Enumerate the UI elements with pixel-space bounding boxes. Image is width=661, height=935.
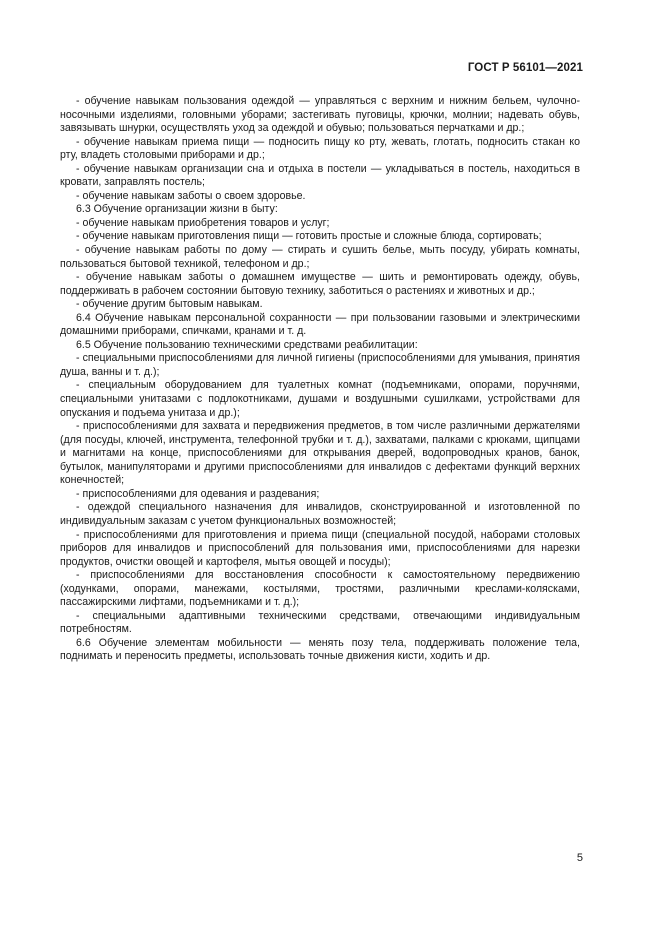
paragraph: - специальными приспособлениями для личной гигиены (приспособлениями для умывания, принятия душа, ванны и т. д.); (60, 352, 580, 378)
paragraph: - обучение навыкам приема пищи — подносить пищу ко рту, жевать, глотать, подносить стакан ко рту, владеть столовыми приборами и др.; (60, 135, 580, 162)
paragraph: - обучение навыкам организации сна и отдыха в постели — укладываться в постель, находиться в кровати, заправлять постель; (60, 162, 580, 189)
paragraph: - обучение навыкам пользования одеждой — управляться с верхним и нижним бельем, чулочно-носочными изделиями, головными уборами; застегивать пуговицы, крючки, молнии; надевать обувь, завязывать шнурки, осуществлять уход за одеждой и обувью; пользоваться перчатками и др.; (60, 95, 580, 135)
paragraph: - обучение навыкам приобретения товаров и услуг; (76, 216, 330, 229)
paragraph: - специальным оборудованием для туалетных комнат (подъемниками, опорами, поручнями, специальными унитазами с подлокотниками, душами и воздушными сушилками, устройствами для опускания и подъема унитаза и др.); (60, 379, 580, 419)
section-heading-6-3: 6.3 Обучение организации жизни в быту: (76, 203, 278, 216)
paragraph: - обучение навыкам заботы о своем здоровье. (76, 189, 306, 202)
paragraph: - одеждой специального назначения для инвалидов, сконструированной и изготовленной по индивидуальным заказам с учетом функциональных возможностей; (60, 501, 580, 527)
document-header: ГОСТ Р 56101—2021 (467, 62, 583, 74)
paragraph: - обучение навыкам приготовления пищи — готовить простые и сложные блюда, сортировать; (76, 230, 542, 243)
paragraph: - приспособлениями для восстановления способности к самостоятельному передвижению (ходунками, опорами, манежами, костылями, тростями, различными креслами-колясками, пассажирскими лифтами, подъемниками и т. д.); (60, 569, 580, 609)
section-6-6: 6.6 Обучение элементам мобильности — менять позу тела, поддерживать положение тела, поднимать и переносить предметы, использовать точные движения кисти, ходить и др. (60, 636, 580, 663)
paragraph: - обучение другим бытовым навыкам. (76, 298, 263, 311)
section-6-4: 6.4 Обучение навыкам персональной сохранности — при пользовании газовыми и электрическими домашними приборами, спичками, кранами и т. д. (60, 311, 580, 338)
paragraph: - обучение навыкам заботы о домашнем имуществе — шить и ремонтировать одежду, обувь, поддерживать в рабочем состоянии бытовую технику, заботиться о растениях и животных и др.; (60, 271, 580, 297)
paragraph: - специальными адаптивными техническими средствами, отвечающими индивидуальным потребностям. (60, 609, 580, 636)
paragraph: - обучение навыкам работы по дому — стирать и сушить белье, мыть посуду, убирать комнаты, пользоваться бытовой техникой, телефоном и др.; (60, 244, 580, 270)
paragraph: - приспособлениями для одевания и раздевания; (76, 487, 320, 500)
section-heading-6-5: 6.5 Обучение пользованию техническими средствами реабилитации: (76, 338, 418, 351)
paragraph: - приспособлениями для приготовления и приема пищи (специальной посудой, наборами столовых приборов для инвалидов и приспособлений для пользования ими, приспособлениями для нарезки продуктов, очистки овощей и картофеля, мытья овощей и посуды); (60, 528, 580, 568)
paragraph: - приспособлениями для захвата и передвижения предметов, в том числе различными держателями (для посуды, ключей, инструмента, телефонной трубки и т. д.), захватами, палками с крюками, щипцами и магнитами на конце, приспособлениями для открывания дверей, водопроводных кранов, банок, бутылок, манипуляторами и другими приспособлениями для инвалидов с дефектами функций верхних конечностей; (60, 420, 580, 487)
page-number: 5 (576, 852, 583, 864)
document-body (60, 95, 580, 664)
